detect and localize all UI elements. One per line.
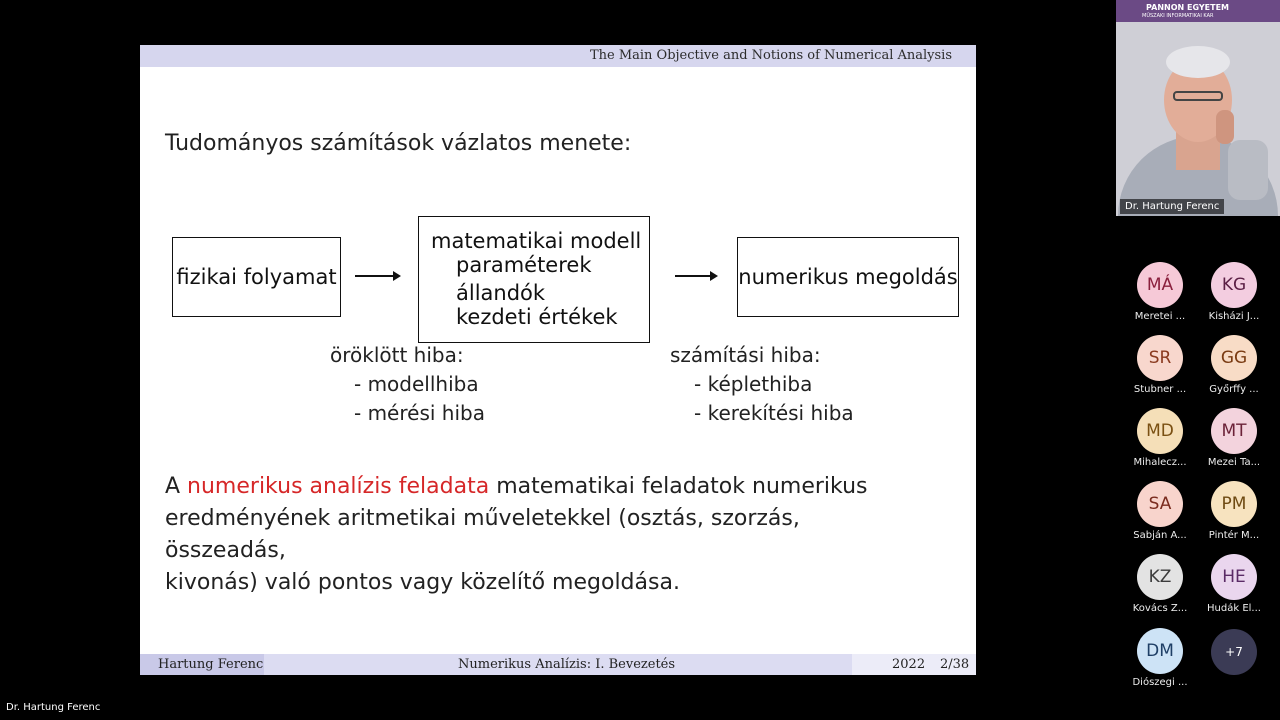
footer-title: Numerikus Analízis: I. Bevezetés <box>458 657 676 672</box>
participant-tile[interactable] <box>1128 262 1192 322</box>
definition-paragraph <box>165 471 925 599</box>
participant-name: Győrffy ... <box>1209 384 1259 395</box>
participant-tile[interactable] <box>1128 408 1192 468</box>
participant-tile[interactable] <box>1202 335 1266 395</box>
slide-intro: Tudományos számítások vázlatos menete: <box>165 131 632 156</box>
participant-tile[interactable] <box>1202 481 1266 541</box>
avatar: KG <box>1211 262 1257 308</box>
participant-tile[interactable] <box>1128 481 1192 541</box>
computational-error-item: - kerekítési hiba <box>694 401 854 425</box>
slide-header-title: The Main Objective and Notions of Numerical Analysis <box>589 48 952 63</box>
arrow-right-icon <box>355 275 399 277</box>
more-participants-button[interactable]: +7 <box>1211 629 1257 675</box>
university-name: PANNON EGYETEM <box>1146 3 1229 12</box>
avatar: SR <box>1137 335 1183 381</box>
avatar: GG <box>1211 335 1257 381</box>
model-item: paraméterek <box>456 253 592 277</box>
physical-process-label: fizikai folyamat <box>176 265 337 289</box>
footer-page: 2/38 <box>940 657 970 672</box>
avatar: HE <box>1211 554 1257 600</box>
physical-process-box <box>172 237 341 317</box>
participant-tile[interactable] <box>1202 262 1266 322</box>
para-text: eredményének aritmetikai műveletekkel (osztás, szorzás, összeadás, <box>165 506 800 563</box>
participant-name: Mihalecz... <box>1133 457 1187 468</box>
avatar: MT <box>1211 408 1257 454</box>
avatar: KZ <box>1137 554 1183 600</box>
avatar: MÁ <box>1137 262 1183 308</box>
computational-error-item: - képlethiba <box>694 372 813 396</box>
participant-name: Diószegi ... <box>1132 677 1188 688</box>
numerical-solution-label: numerikus megoldás <box>738 265 958 289</box>
computational-error-title: számítási hiba: <box>670 343 821 367</box>
footer-author: Hartung Ferenc <box>158 657 264 672</box>
active-speaker-name: Dr. Hartung Ferenc <box>6 702 101 713</box>
math-model-box <box>418 216 650 343</box>
presenter-video[interactable] <box>1116 0 1280 216</box>
participant-tile[interactable] <box>1128 628 1192 688</box>
avatar: PM <box>1211 481 1257 527</box>
participant-tile[interactable] <box>1202 554 1266 614</box>
footer-year: 2022 <box>892 657 926 672</box>
avatar: DM <box>1137 628 1183 674</box>
highlight-text: numerikus analízis feladata <box>187 474 490 499</box>
inherited-error-item: - mérési hiba <box>354 401 485 425</box>
participant-tile[interactable] <box>1128 335 1192 395</box>
math-model-title: matematikai modell <box>431 229 642 253</box>
slide-header-bar <box>140 45 976 67</box>
participant-name: Kovács Z... <box>1132 603 1188 614</box>
participant-tile[interactable] <box>1128 554 1192 614</box>
participant-tile[interactable] <box>1202 408 1266 468</box>
faculty-name: MŰSZAKI INFORMATIKAI KAR <box>1142 13 1214 19</box>
slide-footer <box>140 654 976 675</box>
presenter-name-tag: Dr. Hartung Ferenc <box>1120 199 1224 214</box>
arrow-right-icon <box>675 275 716 277</box>
inherited-error-item: - modellhiba <box>354 372 479 396</box>
numerical-solution-box <box>737 237 959 317</box>
para-text: kivonás) való pontos vagy közelítő megoldása. <box>165 570 680 595</box>
presenter-image <box>1116 0 1280 216</box>
participant-name: Meretei ... <box>1134 311 1186 322</box>
para-text: matematikai feladatok numerikus <box>489 474 868 499</box>
model-item: állandók <box>456 281 546 305</box>
model-item: kezdeti értékek <box>456 305 618 329</box>
participant-name: Kisházi J... <box>1208 311 1260 322</box>
inherited-error-title: öröklött hiba: <box>330 343 464 367</box>
avatar: MD <box>1137 408 1183 454</box>
avatar: SA <box>1137 481 1183 527</box>
participant-name: Pintér M... <box>1208 530 1260 541</box>
participant-name: Stubner ... <box>1133 384 1187 395</box>
participant-name: Sabján A... <box>1133 530 1187 541</box>
presentation-slide <box>140 45 976 675</box>
participant-name: Mezei Ta... <box>1207 457 1261 468</box>
para-text: A <box>165 474 188 499</box>
participant-name: Hudák El... <box>1207 603 1261 614</box>
